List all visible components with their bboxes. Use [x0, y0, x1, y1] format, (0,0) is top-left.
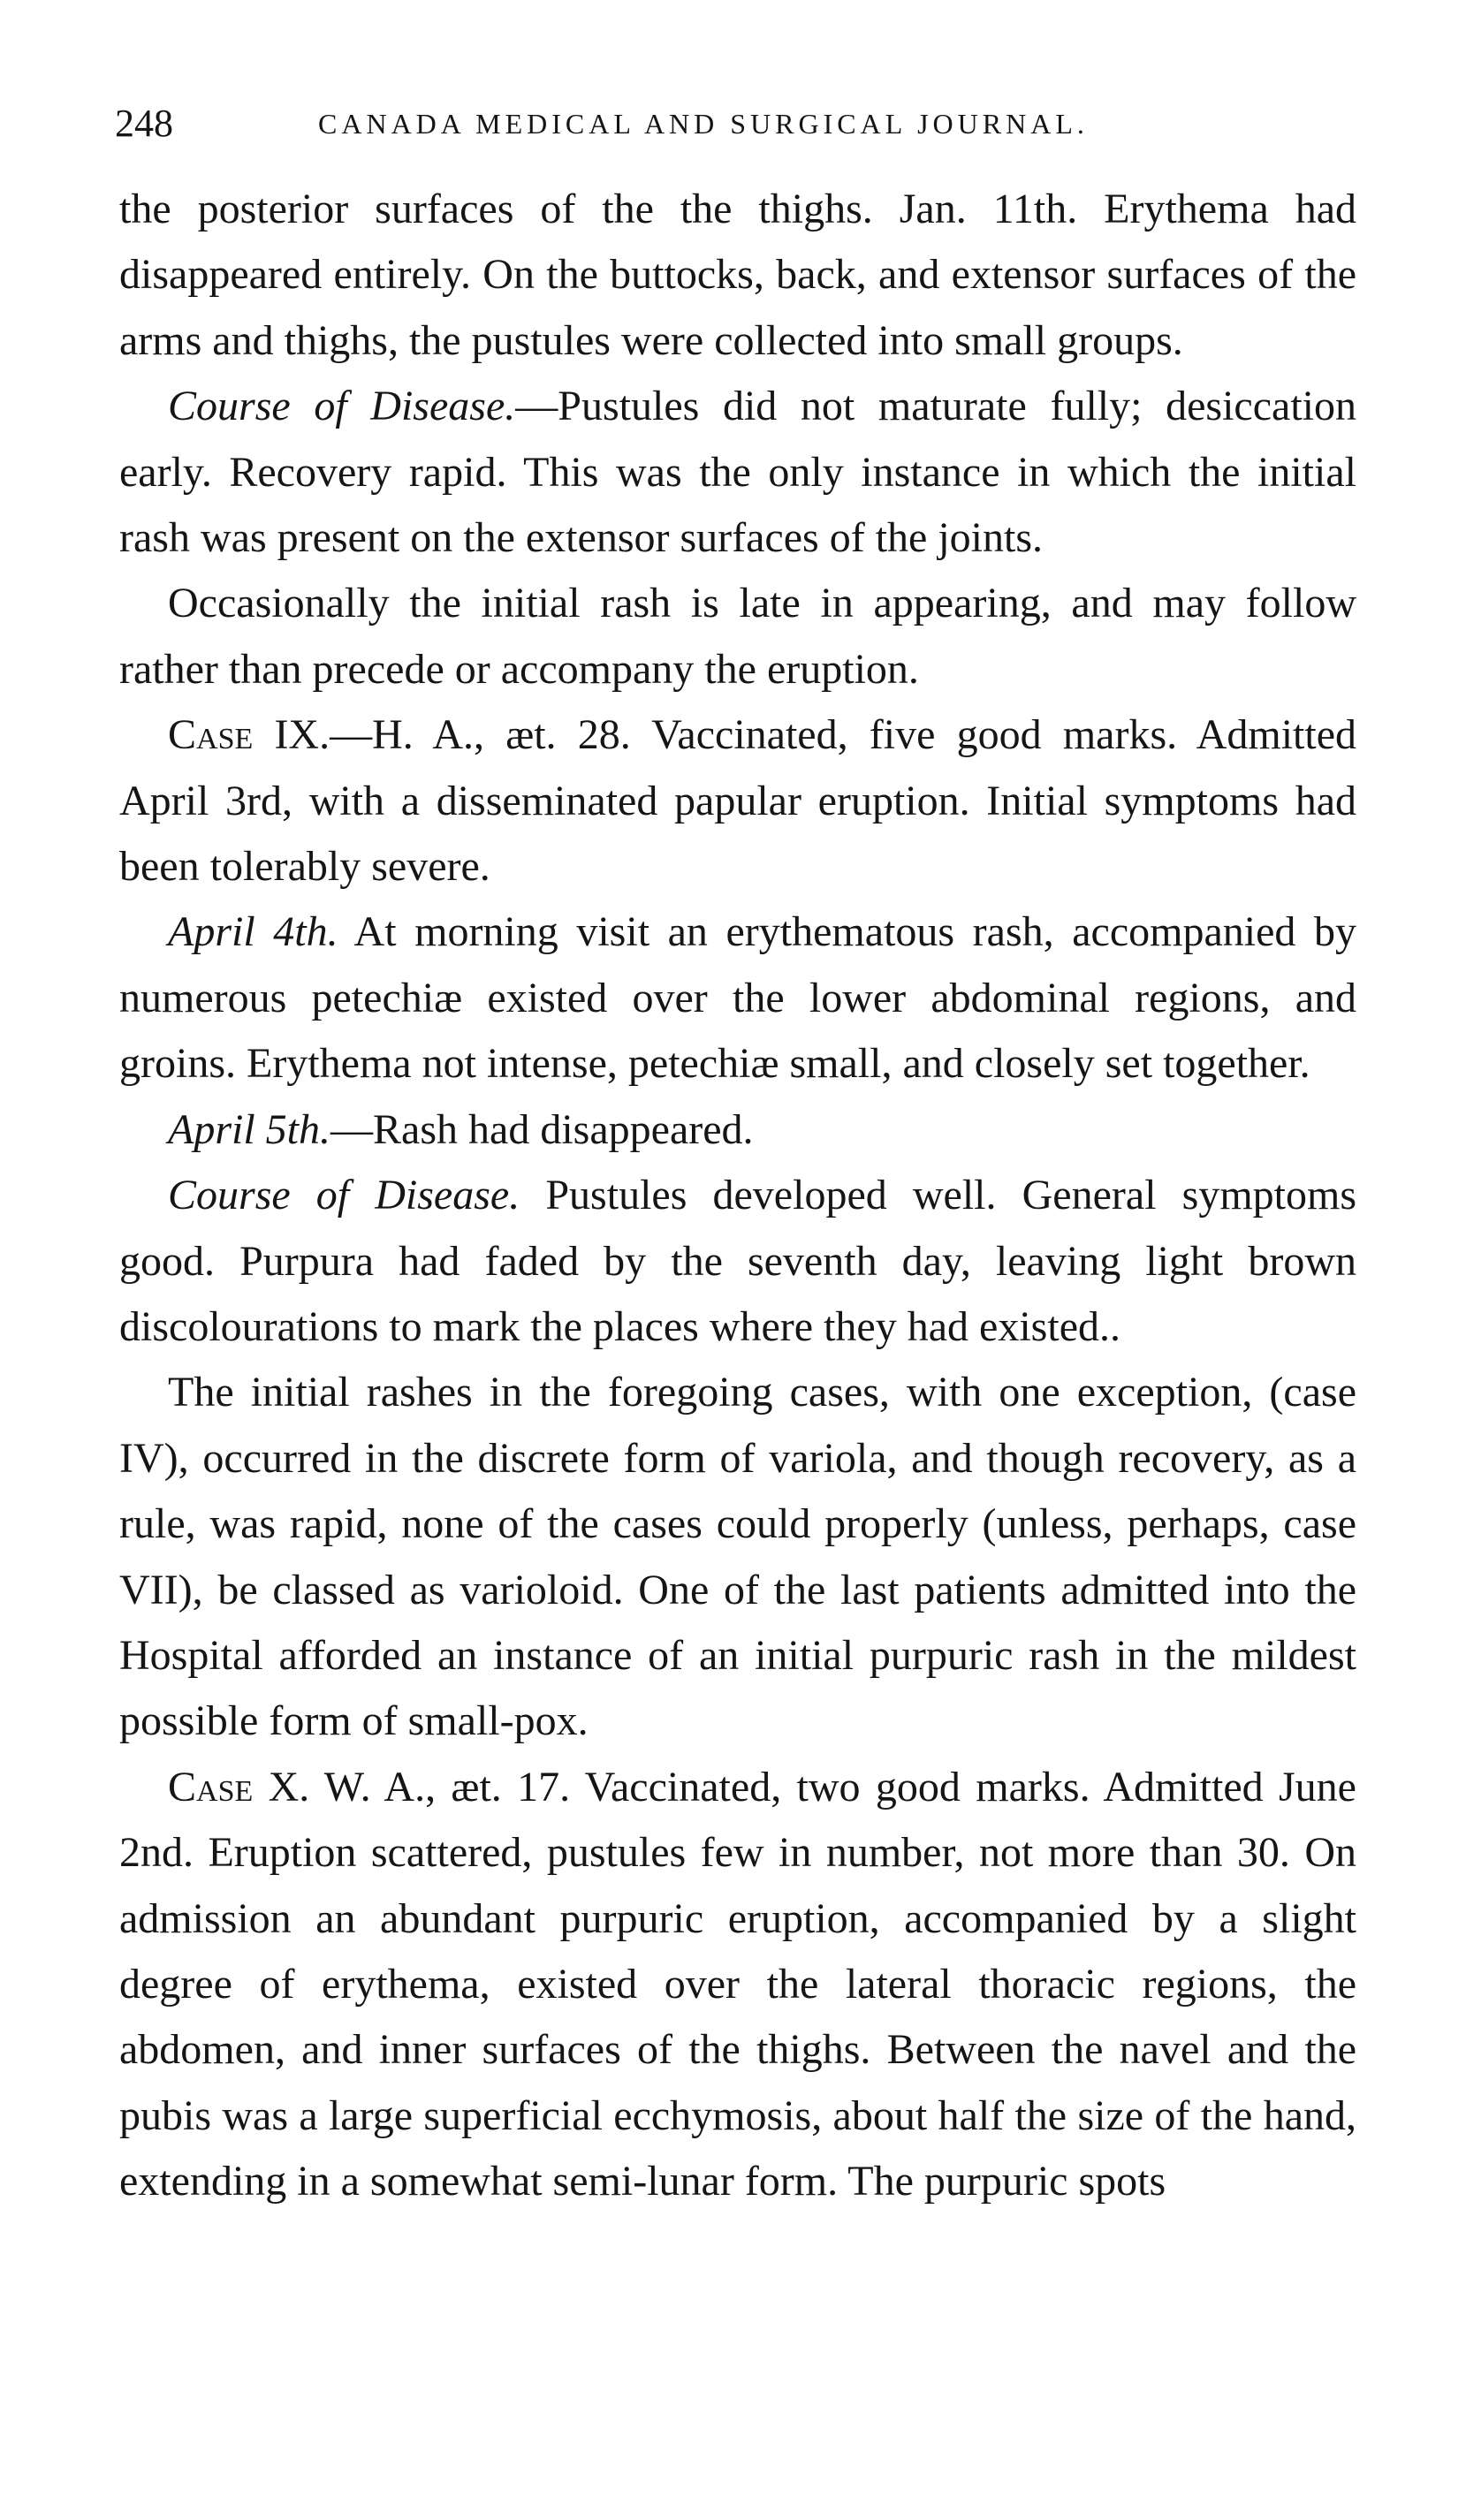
paragraph-text: The initial rashes in the foregoing cases, with one exception, (case IV), occurred in the discrete form of variola, and though recovery, as a rule, was rapid, none of the cases could properly (unless, perhaps, case VII), be classed as varioloid. One of the last patients admitted into the Hospital afforded an instance of an initial purpuric rash in the mildest possible form of small-pox.: [119, 1369, 1356, 1745]
paragraph-text: At morning visit an erythematous rash, accompanied by numerous petechiæ existed over the lower abdominal regions, and groins. Erythema not intense, petechiæ small, and closely set together.: [119, 908, 1356, 1088]
paragraph-text: Occasionally the initial rash is late in appearing, and may follow rather than precede or accompany the eruption.: [119, 580, 1356, 693]
paragraph-continuation: [119, 177, 1356, 374]
paragraph-text: W. A., æt. 17. Vaccinated, two good marks. Admitted June 2nd. Eruption scattered, pustules few in number, not more than 30. On admission an abundant purpuric eruption, accompanied by a slight degree of erythema, existed over the lateral thoracic regions, the abdomen, and inner surfaces of the thighs. Between the navel and the pubis was a large superficial ecchymosis, about half the size of the hand, extending in a somewhat semi-lunar form. The purpuric spots: [119, 1763, 1356, 2205]
journal-title: CANADA MEDICAL AND SURGICAL JOURNAL.: [318, 108, 1089, 140]
paragraph-initial-rashes: [119, 1360, 1356, 1754]
paragraph-april-5th: [119, 1097, 1356, 1163]
body-text: [119, 177, 1356, 2215]
paragraph-lead: Course of Disease.: [168, 383, 516, 430]
paragraph-text: Pustules developed well. General symptoms good. Purpura had faded by the seventh day, leaving light brown discolourations to mark the places where they had existed..: [119, 1172, 1357, 1350]
paragraph-case-x: [119, 1755, 1356, 2215]
paragraph-text: —Pustules did not maturate fully; desiccation early. Recovery rapid. This was the only instance in which the initial rash was present on the extensor surfaces of the joints.: [119, 383, 1357, 562]
page-number: 248: [115, 102, 173, 145]
paragraph-april-4th: [119, 899, 1356, 1097]
paragraph-text: —Rash had disappeared.: [330, 1105, 754, 1153]
paragraph-lead: Case IX.: [168, 711, 330, 759]
running-head: [115, 97, 1370, 150]
paragraph-case-ix: [119, 702, 1356, 899]
paragraph-course-of-disease-2: [119, 1163, 1356, 1360]
paragraph-lead: April 4th.: [168, 908, 338, 956]
paragraph-text: —H. A., æt. 28. Vaccinated, five good marks. Admitted April 3rd, with a disseminated papular eruption. Initial symptoms had been tolerably severe.: [119, 711, 1357, 891]
paragraph-text: the posterior surfaces of the the thighs. Jan. 11th. Erythema had disappeared entirely. On the buttocks, back, and extensor surfaces of the arms and thighs, the pustules were collected into small groups.: [119, 186, 1356, 364]
paragraph-lead: Course of Disease.: [168, 1172, 520, 1219]
paragraph-lead: April 5th.: [168, 1105, 331, 1153]
paragraph-lead: Case X.: [168, 1763, 310, 1810]
paragraph-course-of-disease-1: [119, 374, 1356, 571]
paragraph-occasionally: [119, 571, 1356, 702]
